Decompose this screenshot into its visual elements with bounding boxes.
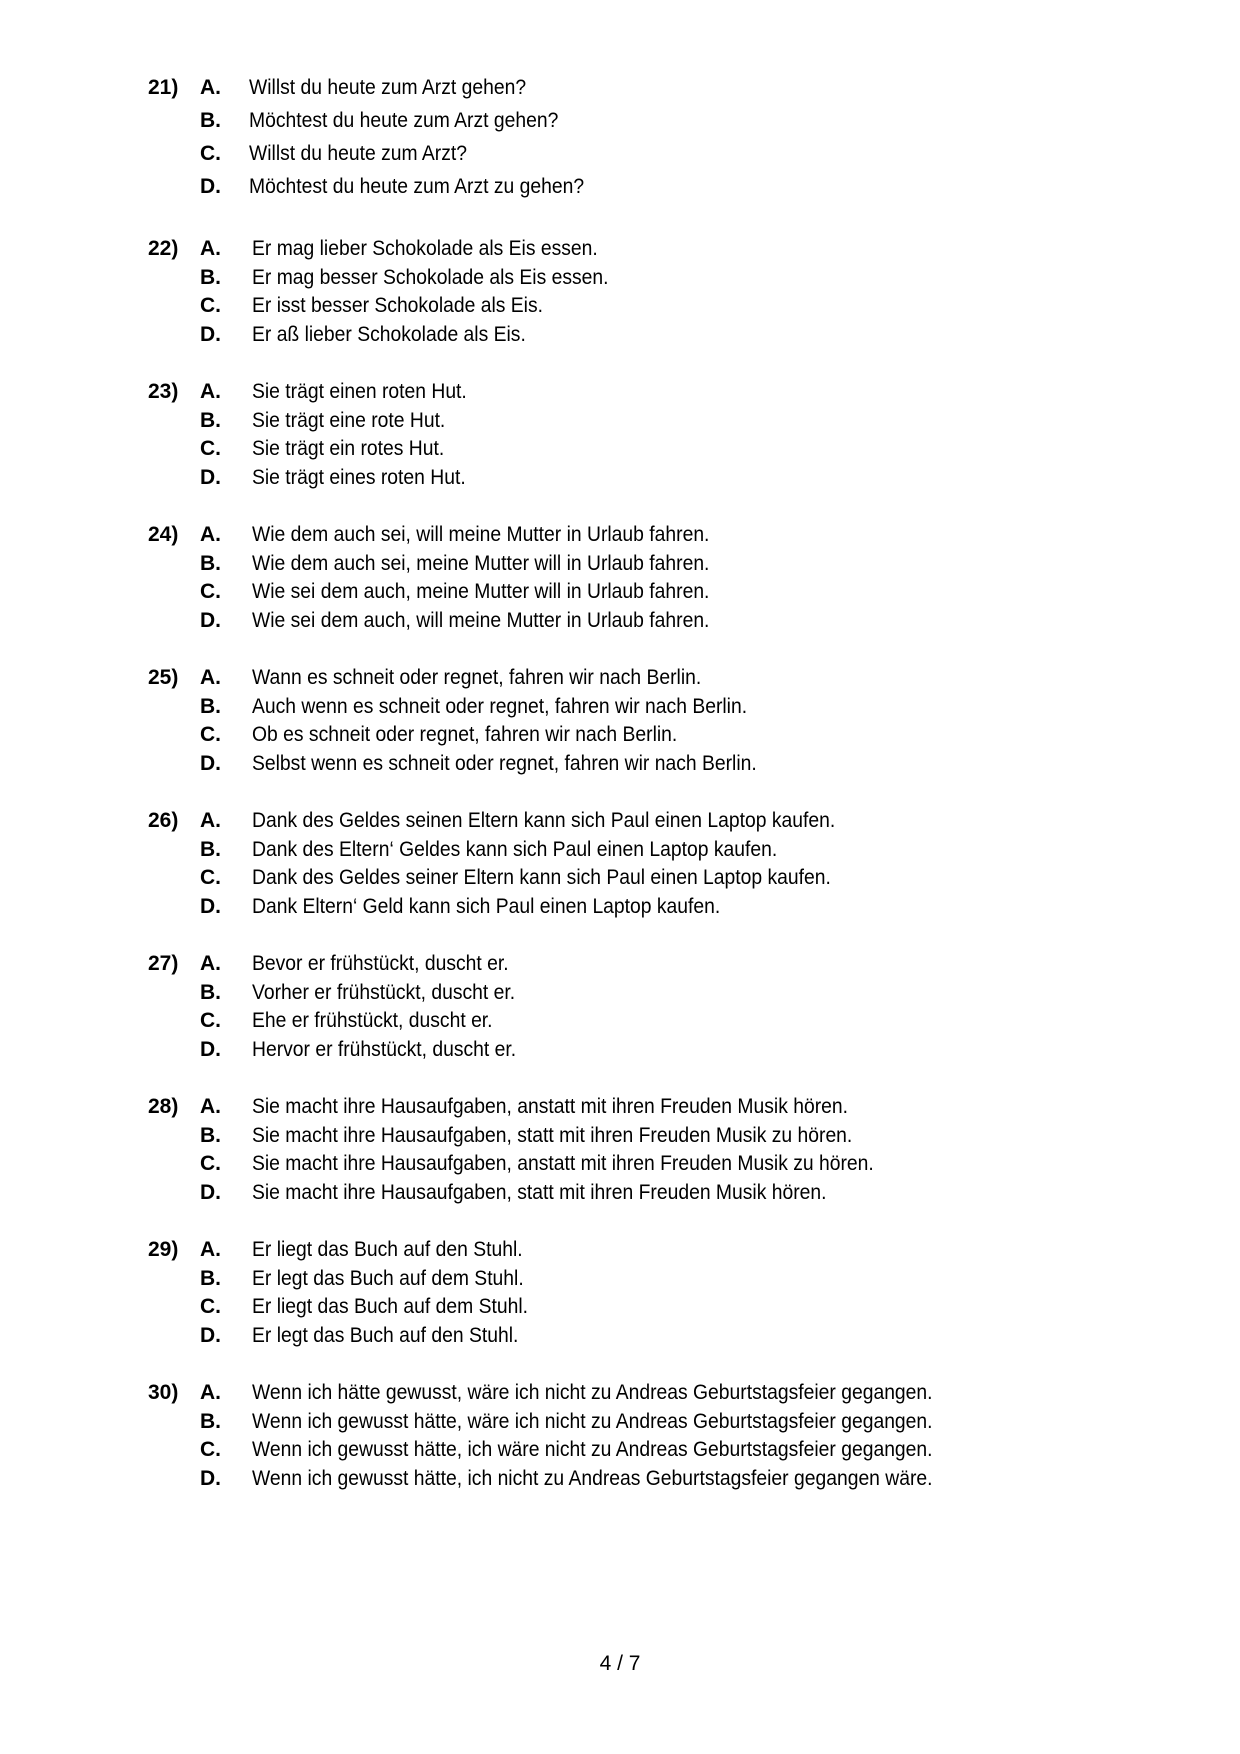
option-a [0,1095,1240,1123]
option-text: Vorher er frühstückt, duscht er. [252,980,516,1004]
option-c [0,1438,1240,1466]
option-text: Sie trägt eines roten Hut. [252,465,466,489]
option-text: Sie trägt eine rote Hut. [252,408,446,432]
option-d [0,752,1240,780]
option-text: Sie macht ihre Hausaufgaben, anstatt mit ihren Freuden Musik zu hören. [252,1152,874,1175]
page-number: 4 / 7 [599,1652,641,1675]
option-d [0,1324,1240,1352]
option-letter: B. [200,1266,221,1290]
option-text: Sie macht ihre Hausaufgaben, statt mit ihren Freuden Musik zu hören. [252,1123,853,1147]
option-a [0,380,1240,408]
option-letter: B. [200,265,221,289]
option-letter: A. [200,380,221,403]
question-number: 29) [148,1238,179,1261]
option-letter: D. [200,608,221,632]
option-c [0,866,1240,894]
option-letter: A. [200,1095,221,1118]
option-letter: D. [200,465,221,489]
option-letter: C. [200,1009,221,1032]
option-text: Wie dem auch sei, will meine Mutter in Urlaub fahren. [252,523,710,546]
option-c [0,1295,1240,1323]
option-a [0,523,1240,551]
option-b [0,1267,1240,1295]
option-d [0,175,1240,203]
option-text: Er liegt das Buch auf den Stuhl. [252,1238,523,1261]
option-d [0,609,1240,637]
option-text: Sie trägt ein rotes Hut. [252,437,445,460]
option-letter: D. [200,175,221,198]
option-a [0,1381,1240,1409]
option-c [0,294,1240,322]
option-c [0,142,1240,170]
option-letter: B. [200,694,221,718]
option-letter: B. [200,980,221,1004]
option-letter: D. [200,1323,221,1347]
option-letter: C. [200,1438,221,1461]
option-b [0,109,1240,137]
option-c [0,1009,1240,1037]
option-letter: B. [200,408,221,432]
option-text: Auch wenn es schneit oder regnet, fahren wir nach Berlin. [252,694,748,718]
option-letter: A. [200,237,221,260]
option-text: Er mag besser Schokolade als Eis essen. [252,265,609,289]
option-text: Er isst besser Schokolade als Eis. [252,294,544,317]
option-text: Ehe er frühstückt, duscht er. [252,1009,493,1032]
option-text: Wenn ich hätte gewusst, wäre ich nicht zu Andreas Geburtstagsfeier gegangen. [252,1381,933,1404]
option-d [0,1038,1240,1066]
option-c [0,1152,1240,1180]
option-text: Sie trägt einen roten Hut. [252,380,467,403]
option-letter: C. [200,437,221,460]
option-b [0,409,1240,437]
option-b [0,266,1240,294]
option-d [0,1467,1240,1495]
option-text: Sie macht ihre Hausaufgaben, statt mit ihren Freuden Musik hören. [252,1180,827,1204]
option-text: Er legt das Buch auf den Stuhl. [252,1323,519,1347]
option-b [0,1410,1240,1438]
question-number: 26) [148,809,179,832]
option-text: Wie sei dem auch, will meine Mutter in Urlaub fahren. [252,608,710,632]
option-a [0,809,1240,837]
option-text: Möchtest du heute zum Arzt gehen? [249,109,559,132]
option-d [0,466,1240,494]
option-text: Dank des Geldes seiner Eltern kann sich Paul einen Laptop kaufen. [252,866,831,889]
option-a [0,76,1240,104]
option-letter: A. [200,523,221,546]
option-b [0,1124,1240,1152]
option-text: Dank des Geldes seinen Eltern kann sich Paul einen Laptop kaufen. [252,809,836,832]
option-letter: D. [200,1466,221,1490]
question-number: 25) [148,666,179,689]
option-text: Wie sei dem auch, meine Mutter will in Urlaub fahren. [252,580,710,603]
option-letter: A. [200,666,221,689]
option-letter: D. [200,894,221,918]
option-b [0,981,1240,1009]
option-text: Sie macht ihre Hausaufgaben, anstatt mit ihren Freuden Musik hören. [252,1095,849,1118]
option-letter: B. [200,837,221,861]
option-d [0,1181,1240,1209]
option-a [0,952,1240,980]
option-a [0,237,1240,265]
option-letter: C. [200,294,221,317]
option-text: Willst du heute zum Arzt gehen? [249,76,527,99]
option-b [0,552,1240,580]
option-letter: C. [200,866,221,889]
question-number: 27) [148,952,179,975]
option-c [0,723,1240,751]
question-number: 23) [148,380,179,403]
option-a [0,1238,1240,1266]
option-text: Er aß lieber Schokolade als Eis. [252,322,526,346]
option-letter: A. [200,1381,221,1404]
option-text: Möchtest du heute zum Arzt zu gehen? [249,175,585,198]
option-letter: B. [200,1123,221,1147]
option-letter: A. [200,1238,221,1261]
option-letter: C. [200,723,221,746]
option-text: Hervor er frühstückt, duscht er. [252,1037,517,1061]
option-text: Dank Eltern‘ Geld kann sich Paul einen Laptop kaufen. [252,894,721,918]
option-text: Bevor er frühstückt, duscht er. [252,952,509,975]
option-d [0,895,1240,923]
question-number: 30) [148,1381,179,1404]
option-text: Er mag lieber Schokolade als Eis essen. [252,237,598,260]
option-b [0,838,1240,866]
option-text: Selbst wenn es schneit oder regnet, fahren wir nach Berlin. [252,751,757,775]
option-letter: C. [200,1152,221,1175]
option-letter: D. [200,751,221,775]
option-text: Wenn ich gewusst hätte, wäre ich nicht zu Andreas Geburtstagsfeier gegangen. [252,1409,933,1433]
option-letter: D. [200,322,221,346]
option-c [0,580,1240,608]
option-letter: C. [200,1295,221,1318]
option-b [0,695,1240,723]
option-text: Wie dem auch sei, meine Mutter will in Urlaub fahren. [252,551,710,575]
option-letter: A. [200,952,221,975]
option-a [0,666,1240,694]
option-text: Er liegt das Buch auf dem Stuhl. [252,1295,528,1318]
option-letter: D. [200,1180,221,1204]
option-text: Wann es schneit oder regnet, fahren wir nach Berlin. [252,666,702,689]
option-letter: A. [200,809,221,832]
option-letter: B. [200,1409,221,1433]
option-d [0,323,1240,351]
option-c [0,437,1240,465]
question-number: 21) [148,76,179,99]
option-letter: B. [200,109,221,132]
option-letter: D. [200,1037,221,1061]
question-number: 22) [148,237,179,260]
option-letter: A. [200,76,221,99]
option-text: Ob es schneit oder regnet, fahren wir nach Berlin. [252,723,678,746]
option-text: Dank des Eltern‘ Geldes kann sich Paul einen Laptop kaufen. [252,837,778,861]
option-text: Wenn ich gewusst hätte, ich nicht zu Andreas Geburtstagsfeier gegangen wäre. [252,1466,933,1490]
option-text: Willst du heute zum Arzt? [249,142,467,165]
question-number: 24) [148,523,179,546]
option-text: Er legt das Buch auf dem Stuhl. [252,1266,524,1290]
option-letter: C. [200,580,221,603]
option-letter: B. [200,551,221,575]
question-number: 28) [148,1095,179,1118]
option-text: Wenn ich gewusst hätte, ich wäre nicht zu Andreas Geburtstagsfeier gegangen. [252,1438,933,1461]
option-letter: C. [200,142,221,165]
